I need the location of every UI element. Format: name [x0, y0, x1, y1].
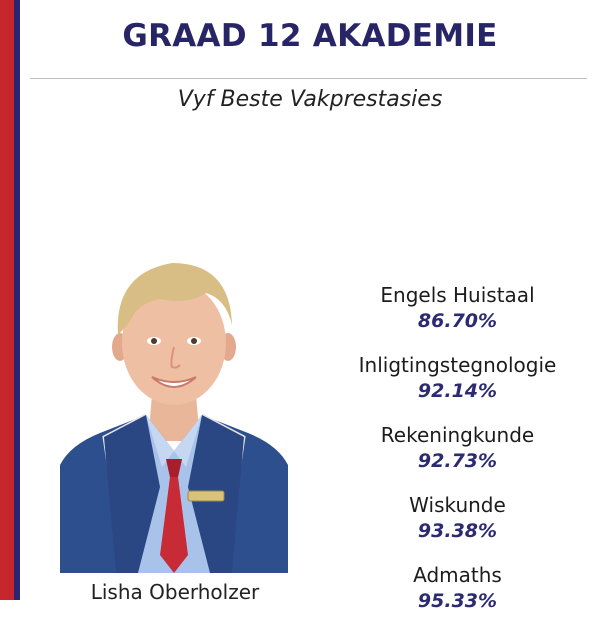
student-name: Lisha Oberholzer — [90, 580, 260, 604]
subject-name: Admaths — [413, 563, 502, 587]
subject-result — [330, 492, 585, 562]
subject-score: 92.14% — [417, 380, 498, 402]
subject-result — [330, 562, 585, 632]
subject-score: 95.33% — [417, 590, 498, 612]
subject-score: 92.73% — [417, 450, 498, 472]
subject-result — [330, 352, 585, 422]
subject-results-list — [330, 282, 585, 632]
subject-score: 93.38% — [417, 520, 498, 542]
title-divider — [30, 78, 587, 79]
subject-result — [330, 282, 585, 352]
page-title: GRAAD 12 AKADEMIE — [122, 18, 498, 54]
student-portrait-illustration — [60, 255, 288, 573]
subject-result — [330, 422, 585, 492]
student-photo — [60, 255, 288, 573]
subject-name: Rekeningkunde — [380, 423, 535, 447]
subject-name: Wiskunde — [409, 493, 506, 517]
subject-score: 86.70% — [417, 310, 498, 332]
subject-name: Engels Huistaal — [380, 283, 535, 307]
left-border-red-stripe — [0, 0, 14, 600]
page-subtitle: Vyf Beste Vakprestasies — [177, 87, 443, 112]
subject-name: Inligtingstegnologie — [358, 353, 557, 377]
